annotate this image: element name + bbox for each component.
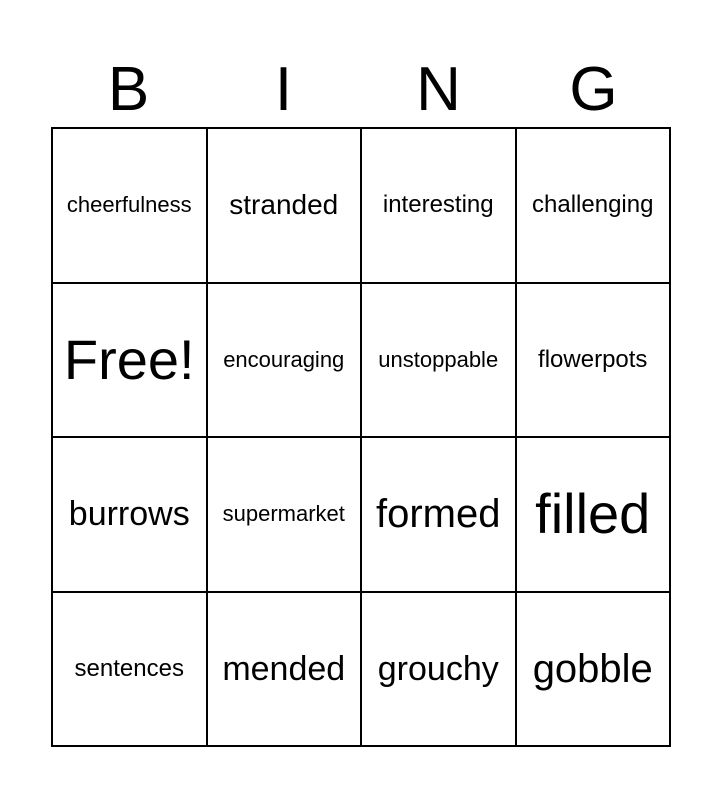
bingo-cell[interactable]: unstoppable <box>362 284 517 439</box>
bingo-cell[interactable]: grouchy <box>362 593 517 748</box>
bingo-cell[interactable]: formed <box>362 438 517 593</box>
header-letter-i: I <box>274 55 293 124</box>
bingo-cell[interactable]: burrows <box>53 438 208 593</box>
bingo-cell[interactable]: challenging <box>517 129 672 284</box>
bingo-cell[interactable]: sentences <box>53 593 208 748</box>
bingo-cell[interactable]: gobble <box>517 593 672 748</box>
free-space-cell[interactable]: Free! <box>53 284 208 439</box>
header-letter-g: G <box>569 55 618 124</box>
bingo-board <box>51 127 671 747</box>
bingo-cell[interactable]: supermarket <box>208 438 363 593</box>
header-letter-n: N <box>416 55 461 124</box>
bingo-cell[interactable]: interesting <box>362 129 517 284</box>
bingo-cell[interactable]: stranded <box>208 129 363 284</box>
bingo-cell[interactable]: encouraging <box>208 284 363 439</box>
header-letter-b: B <box>107 55 150 124</box>
bingo-cell[interactable]: filled <box>517 438 672 593</box>
bingo-cell[interactable]: mended <box>208 593 363 748</box>
bingo-header <box>51 52 671 128</box>
bingo-cell[interactable]: cheerfulness <box>53 129 208 284</box>
bingo-cell[interactable]: flowerpots <box>517 284 672 439</box>
